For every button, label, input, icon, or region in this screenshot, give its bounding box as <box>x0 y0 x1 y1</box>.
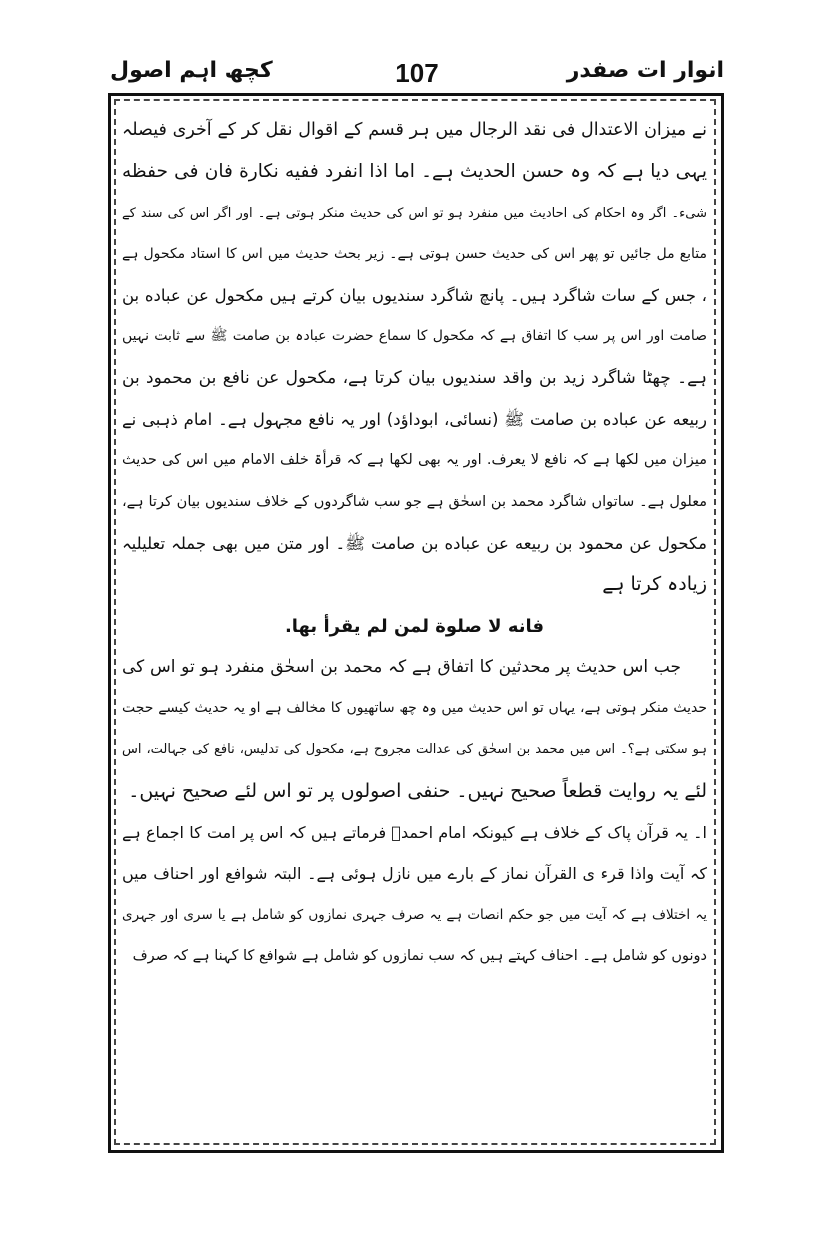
page-header <box>110 58 724 92</box>
chapter-title: کچھ اہم اصول <box>110 58 273 83</box>
text-line: دونوں کو شامل ہے۔ احناف کہتے ہیں کہ سب نمازوں کو شامل ہے شوافع کا کہنا ہے کہ صرف <box>132 947 707 964</box>
text-line: ربیعه عن عباده بن صامت ﷺ (نسائی، ابوداؤد) اور یہ نافع مجہول ہے۔ امام ذہبی نے <box>122 410 707 430</box>
text-line: لئے یہ روایت قطعاً صحیح نہیں۔ حنفی اصولوں پر تو اس لئے صحیح نہیں۔ <box>128 779 707 802</box>
text-line: زیادہ کرتا ہے <box>602 573 707 596</box>
text-line: مکحول عن محمود بن ربیعه عن عباده بن صامت ﷺ۔ اور متن میں بھی جملہ تعلیلیہ <box>122 533 707 553</box>
text-line: معلول ہے۔ ساتواں شاگرد محمد بن اسحٰق ہے جو سب شاگردوں کے خلاف سندیوں بیان کرتا ہے، <box>122 493 707 510</box>
page-number: 107 <box>395 58 439 88</box>
text-line: متابع مل جائیں تو پھر اس کی حدیث حسن ہوتی ہے۔ زیر بحث حدیث میں اس کا استاد مکحول ہے <box>122 245 707 262</box>
text-line: حدیث منکر ہوتی ہے، یہاں تو اس حدیث میں وہ چھ ساتھیوں کا مخالف ہے او یہ حدیث کیسے حجت <box>122 700 707 717</box>
book-title: انوار ات صفدر <box>566 58 724 83</box>
text-line: ہو سکتی ہے؟۔ اس میں محمد بن اسحٰق کی عدالت مجروح ہے، مکحول کی تدلیس، نافع کی جہالت، اس <box>122 742 707 758</box>
text-line: یہ اختلاف ہے کہ آیت میں جو حکم انصات ہے یہ صرف جہری نمازوں کو شامل ہے یا سری اور جہری <box>122 906 707 923</box>
text-line: ہے۔ چھٹا شاگرد زید بن واقد سندیوں بیان کرتا ہے، مکحول عن نافع بن محمود بن <box>122 367 707 388</box>
text-line: شیء۔ اگر وہ احکام کی احادیث میں منفرد ہو تو اس کی حدیث منکر ہوتی ہے۔ اور اگر اس کی سند کے <box>122 205 707 221</box>
text-line: ، جس کے سات شاگرد ہیں۔ پانچ شاگرد سندیوں بیان کرتے ہیں مکحول عن عباده بن <box>122 286 707 306</box>
body-text <box>122 110 707 1130</box>
text-line: صامت اور اس پر سب کا اتفاق ہے کہ مکحول کا سماع حضرت عبادہ بن صامت ﷺ سے ثابت نہیں <box>122 328 707 345</box>
text-line: کہ آیت واذا قرء ی القرآن نماز کے بارے میں نازل ہوئی ہے۔ البتہ شوافع اور احناف میں <box>122 864 707 884</box>
text-line: نے میزان الاعتدال فی نقد الرجال میں ہر قسم کے اقوال نقل کر کے آخری فیصلہ <box>122 120 707 140</box>
text-line: جب اس حدیث پر محدثین کا اتفاق ہے کہ محمد بن اسحٰق منفرد ہو تو اس کی <box>122 656 681 677</box>
text-line: یہی دیا ہے کہ وہ حسن الحدیث ہے۔ اما اذا انفرد ففیه نکارة فان فی حفظه <box>122 161 707 183</box>
text-line: ا۔ یہ قرآن پاک کے خلاف ہے کیونکہ امام احمدؒ فرماتے ہیں کہ اس پر امت کا اجماع ہے <box>122 823 707 843</box>
text-line: میزان میں لکھا ہے کہ نافع لا یعرف. اور یہ بھی لکھا ہے کہ قرأۃ خلف الامام میں اس کی حدیث <box>122 452 707 469</box>
quoted-arabic-line: فانه لا صلوة لمن لم یقرأ بها. <box>284 615 545 637</box>
